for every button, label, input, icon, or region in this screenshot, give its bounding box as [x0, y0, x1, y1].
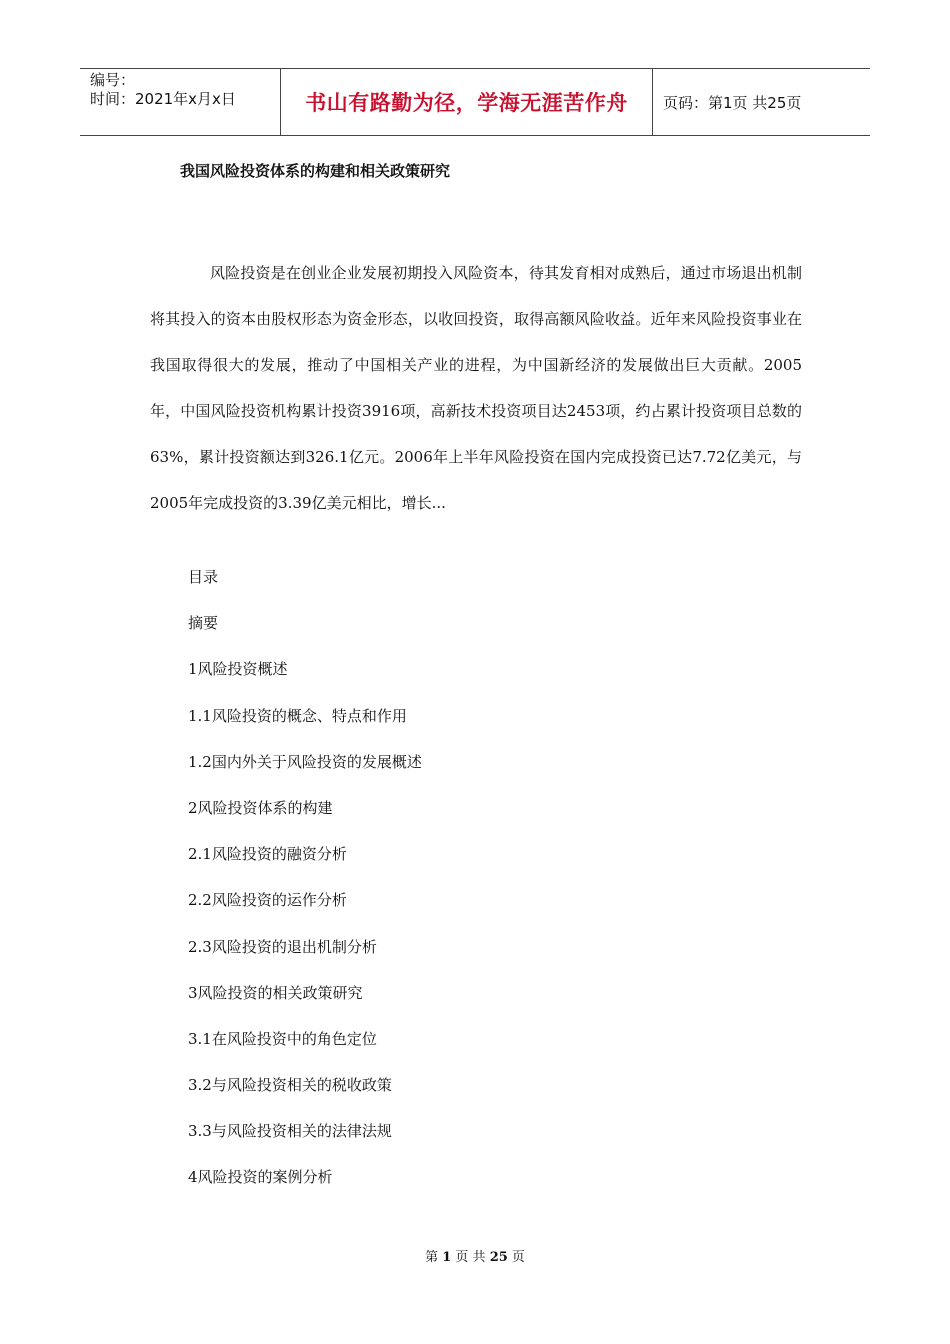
- toc-item: 3.1在风险投资中的角色定位: [188, 1029, 377, 1048]
- footer-total-pages: 25: [489, 1250, 508, 1265]
- toc-item: 目录: [188, 568, 219, 586]
- footer-suffix: 页: [511, 1250, 525, 1265]
- toc-item: 1.2国内外关于风险投资的发展概述: [188, 752, 422, 771]
- toc-item: 摘要: [188, 614, 219, 633]
- toc-item: 4风险投资的案例分析: [188, 1168, 333, 1187]
- number-label: 编号：: [90, 71, 136, 89]
- header-motto: 书山有路勤为径，学海无涯苦作舟: [281, 69, 653, 135]
- table-of-contents: [188, 565, 422, 1212]
- footer-prefix: 第: [425, 1250, 439, 1265]
- footer-current-page: 1: [442, 1250, 452, 1265]
- toc-item: 3风险投资的相关政策研究: [188, 983, 363, 1002]
- page-footer: [0, 1246, 950, 1265]
- header-meta: [80, 69, 281, 135]
- toc-item: 2.2风险投资的运作分析: [188, 891, 347, 910]
- document-title: 我国风险投资体系的构建和相关政策研究: [180, 162, 451, 180]
- toc-item: 3.2与风险投资相关的税收政策: [188, 1076, 392, 1095]
- toc-item: 2风险投资体系的构建: [188, 798, 333, 817]
- page-header: [80, 68, 870, 136]
- header-page-info: 页码：第1页 共25页: [663, 93, 802, 112]
- toc-item: 1风险投资概述: [188, 660, 288, 679]
- time-label: 时间：2021年x月x日: [90, 90, 236, 108]
- footer-middle: 页 共: [455, 1250, 486, 1265]
- toc-item: 3.3与风险投资相关的法律法规: [188, 1122, 392, 1141]
- toc-item: 2.3风险投资的退出机制分析: [188, 937, 377, 956]
- abstract-paragraph: 风险投资是在创业企业发展初期投入风险资本，待其发育相对成熟后，通过市场退出机制将其投入的资本由股权形态为资金形态，以收回投资，取得高额风险收益。近年来风险投资事业在我国取得很大的发展，推动了中国相关产业的进程，为中国新经济的发展做出巨大贡献。2005年，中国风险投资机构累计投资3916项，高新技术投资项目达2453项，约占累计投资项目总数的63%，累计投资额达到326.1亿元。2006年上半年风险投资在国内完成投资已达7.72亿美元，与2005年完成投资的3.39亿美元相比，增长...: [150, 264, 802, 512]
- toc-item: 2.1风险投资的融资分析: [188, 845, 347, 864]
- toc-item: 1.1风险投资的概念、特点和作用: [188, 706, 407, 725]
